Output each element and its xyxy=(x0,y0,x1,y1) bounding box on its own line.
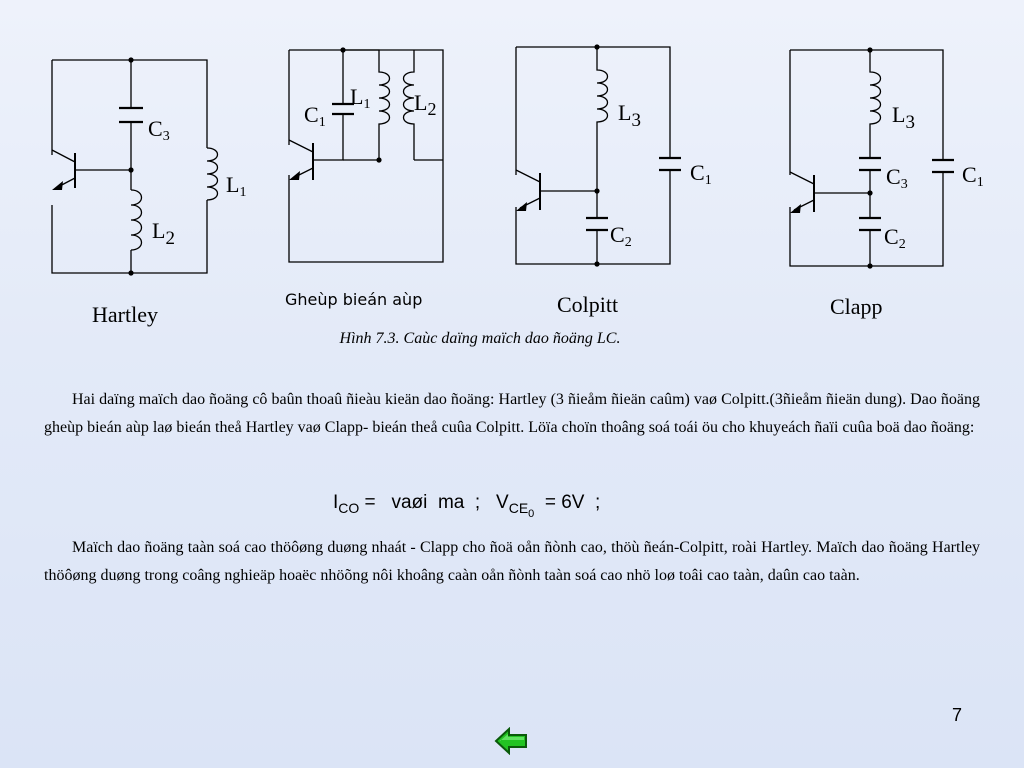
figure-caption: Hình 7.3. Caùc daïng maïch dao ñoäng LC. xyxy=(339,330,621,347)
clapp-c2-label: C2 xyxy=(884,224,906,252)
clapp-c1-label: C1 xyxy=(962,162,984,190)
colpitt-l3-label: L3 xyxy=(618,100,641,131)
hartley-title: Hartley xyxy=(92,302,158,327)
back-button[interactable] xyxy=(494,727,528,755)
formula xyxy=(333,492,600,520)
hartley-circuit xyxy=(52,57,218,275)
clapp-title: Clapp xyxy=(830,294,883,319)
hartley-c3-label: C3 xyxy=(148,116,170,144)
page-number: 7 xyxy=(951,705,962,725)
formula-v: V xyxy=(496,492,509,513)
circuit-diagrams xyxy=(0,0,1024,330)
hartley-l2-label: L2 xyxy=(152,218,175,249)
clapp-c3-label: C3 xyxy=(886,164,908,192)
colpitt-c2-label: C2 xyxy=(610,222,632,250)
formula-eq2: = 6V ; xyxy=(534,492,601,513)
colpitt-title: Colpitt xyxy=(557,292,619,317)
coupled-l2-label: $L_2$ xyxy=(414,90,437,119)
formula-eq1: = vaøi ma ; xyxy=(359,492,497,513)
colpitt-c1-label: C1 xyxy=(690,160,712,188)
clapp-l3-label: L3 xyxy=(892,102,915,133)
transformer-coupled-circuit xyxy=(289,47,443,262)
green-left-arrow-icon xyxy=(494,727,528,755)
formula-v-sub-ce: CE xyxy=(508,499,529,516)
formula-i-sub: CO xyxy=(338,499,360,516)
paragraph-1: Hai daïng maïch dao ñoäng cô baûn thoaû ñieàu kieän dao ñoäng: Hartley (3 ñieåm ñieän caûm) vaø Colpitt.(3ñieåm ñieän dung). Dao ñoäng gheùp bieán aùp laø bieán theå Hartley vaø Clapp- bieán theå cuûa Colpitt. Löïa choïn thoâng soá toái öu cho khuyeách ñaïi cuûa boä dao ñoäng: xyxy=(44,391,980,436)
formula-v-sub-zero: 0 xyxy=(528,507,535,520)
paragraph-2: Maïch dao ñoäng taàn soá cao thöôøng duøng nhaát - Clapp cho ñoä oån ñònh cao, thöù ñeán-Colpitt, roài Hartley. Maïch dao ñoäng Hartley thöôøng duøng trong coâng nghieäp hoaëc nhöõng nôi khoâng caàn oån ñònh taàn soá cao nhö loø toâi cao taàn, daûn cao taàn. xyxy=(44,539,980,584)
hartley-l1-label: L1 xyxy=(226,172,247,200)
formula-i: I xyxy=(333,492,339,513)
coupled-title: Gheùp bieán aùp xyxy=(285,290,423,309)
coupled-c1-label: C1 xyxy=(304,102,326,130)
formula-v-sub xyxy=(508,499,535,520)
clapp-circuit xyxy=(790,47,954,268)
colpitt-circuit xyxy=(516,44,681,266)
coupled-l1-label: L1 xyxy=(350,84,371,112)
